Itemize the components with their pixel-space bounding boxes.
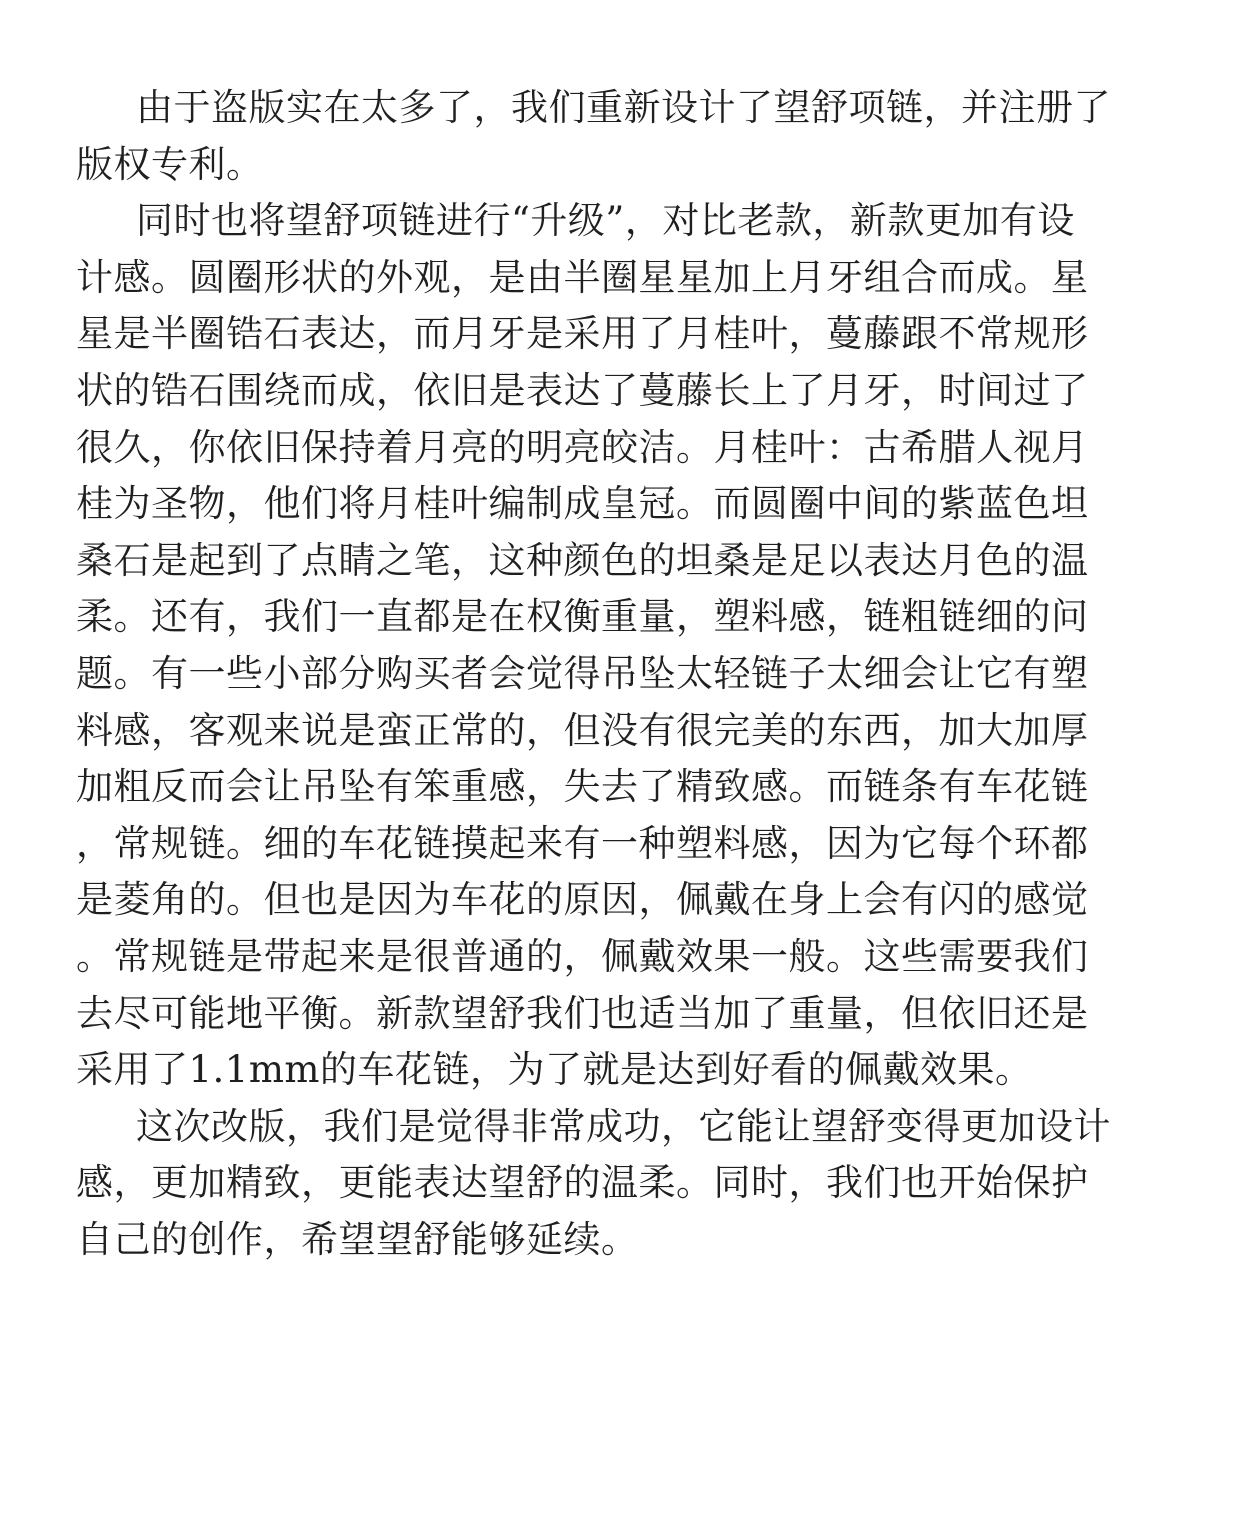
text-line: 题。有一些小部分购买者会觉得吊坠太轻链子太细会让它有塑 bbox=[76, 651, 1089, 695]
paragraph-2 bbox=[76, 193, 1168, 1099]
paragraph-3 bbox=[76, 1099, 1168, 1269]
text-line: 这次改版，我们是觉得非常成功，它能让望舒变得更加设计 bbox=[136, 1104, 1111, 1148]
text-line: 星是半圈锆石表达，而月牙是采用了月桂叶，蔓藤跟不常规形 bbox=[76, 312, 1089, 356]
text-line: 自己的创作，希望望舒能够延续。 bbox=[76, 1217, 639, 1261]
paragraph-1 bbox=[76, 80, 1168, 193]
text-line: 。常规链是带起来是很普通的，佩戴效果一般。这些需要我们 bbox=[76, 934, 1089, 978]
text-line: 采用了1.1mm的车花链，为了就是达到好看的佩戴效果。 bbox=[76, 1048, 1033, 1092]
text-line: 料感，客观来说是蛮正常的，但没有很完美的东西，加大加厚 bbox=[76, 708, 1089, 752]
document-body bbox=[76, 80, 1168, 1268]
text-line: ，常规链。细的车花链摸起来有一种塑料感，因为它每个环都 bbox=[76, 821, 1089, 865]
text-line: 很久，你依旧保持着月亮的明亮皎洁。月桂叶：古希腊人视月 bbox=[76, 425, 1089, 469]
text-line: 感，更加精致，更能表达望舒的温柔。同时，我们也开始保护 bbox=[76, 1161, 1089, 1205]
text-line: 桂为圣物，他们将月桂叶编制成皇冠。而圆圈中间的紫蓝色坦 bbox=[76, 482, 1089, 526]
text-line: 计感。圆圈形状的外观，是由半圈星星加上月牙组合而成。星 bbox=[76, 255, 1089, 299]
text-line: 由于盗版实在太多了，我们重新设计了望舒项链，并注册了 bbox=[136, 86, 1111, 129]
text-line: 柔。还有，我们一直都是在权衡重量，塑料感，链粗链细的问 bbox=[76, 595, 1089, 639]
text-line: 是菱角的。但也是因为车花的原因，佩戴在身上会有闪的感觉 bbox=[76, 878, 1089, 922]
text-line: 状的锆石围绕而成，依旧是表达了蔓藤长上了月牙，时间过了 bbox=[76, 368, 1089, 412]
text-line: 去尽可能地平衡。新款望舒我们也适当加了重量，但依旧还是 bbox=[76, 991, 1089, 1035]
text-line: 桑石是起到了点睛之笔，这种颜色的坦桑是足以表达月色的温 bbox=[76, 538, 1089, 582]
text-line: 加粗反而会让吊坠有笨重感，失去了精致感。而链条有车花链 bbox=[76, 765, 1089, 809]
text-line: 同时也将望舒项链进行“升级”，对比老款，新款更加有设 bbox=[136, 199, 1075, 243]
text-line: 版权专利。 bbox=[76, 142, 264, 186]
